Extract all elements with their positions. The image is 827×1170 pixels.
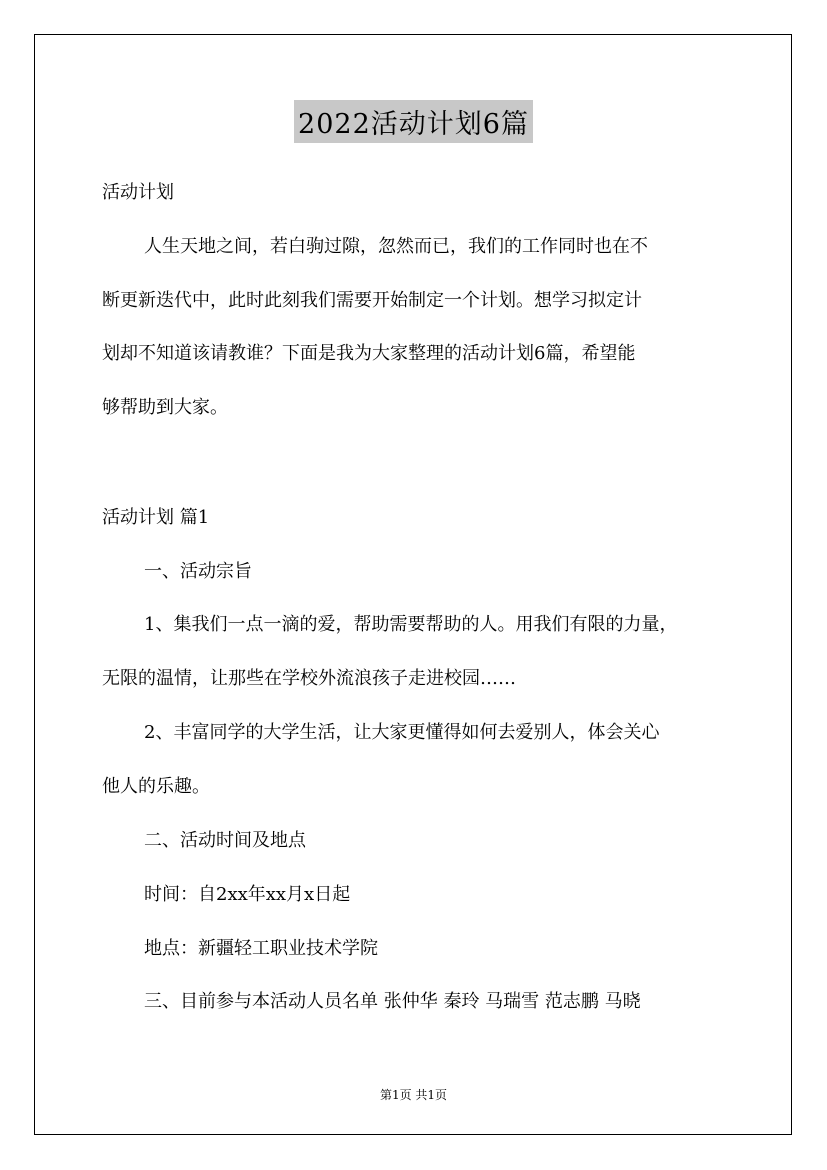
section-heading: 活动计划: [102, 182, 174, 203]
page-footer: 第1页 共1页: [379, 1088, 448, 1102]
paragraph-line: 断更新迭代中，此时此刻我们需要开始制定一个计划。想学习拟定计: [102, 290, 642, 311]
paragraph-line: 无限的温情，让那些在学校外流浪孩子走进校园……: [102, 668, 516, 689]
subsection-heading: 一、活动宗旨: [144, 561, 252, 582]
paragraph-line: 三、目前参与本活动人员名单 张仲华 秦玲 马瑞雪 范志鹏 马晓: [144, 991, 641, 1012]
paragraph-line: 1、集我们一点一滴的爱，帮助需要帮助的人。用我们有限的力量，: [144, 614, 678, 635]
section-heading: 活动计划 篇1: [102, 507, 210, 528]
title-container: [0, 100, 827, 143]
paragraph-line: 地点：新疆轻工职业技术学院: [144, 938, 378, 959]
document-title: 2022活动计划6篇: [294, 100, 533, 143]
paragraph-line: 划却不知道该请教谁？下面是我为大家整理的活动计划6篇，希望能: [102, 343, 636, 364]
paragraph-line: 他人的乐趣。: [102, 776, 210, 797]
paragraph-line: 够帮助到大家。: [102, 397, 228, 418]
subsection-heading: 二、活动时间及地点: [144, 830, 306, 851]
paragraph-line: 时间：自2xx年xx月x日起: [144, 884, 351, 905]
paragraph-line: 人生天地之间，若白驹过隙，忽然而已，我们的工作同时也在不: [144, 236, 648, 257]
paragraph-line: 2、丰富同学的大学生活，让大家更懂得如何去爱别人，体会关心: [144, 722, 660, 743]
